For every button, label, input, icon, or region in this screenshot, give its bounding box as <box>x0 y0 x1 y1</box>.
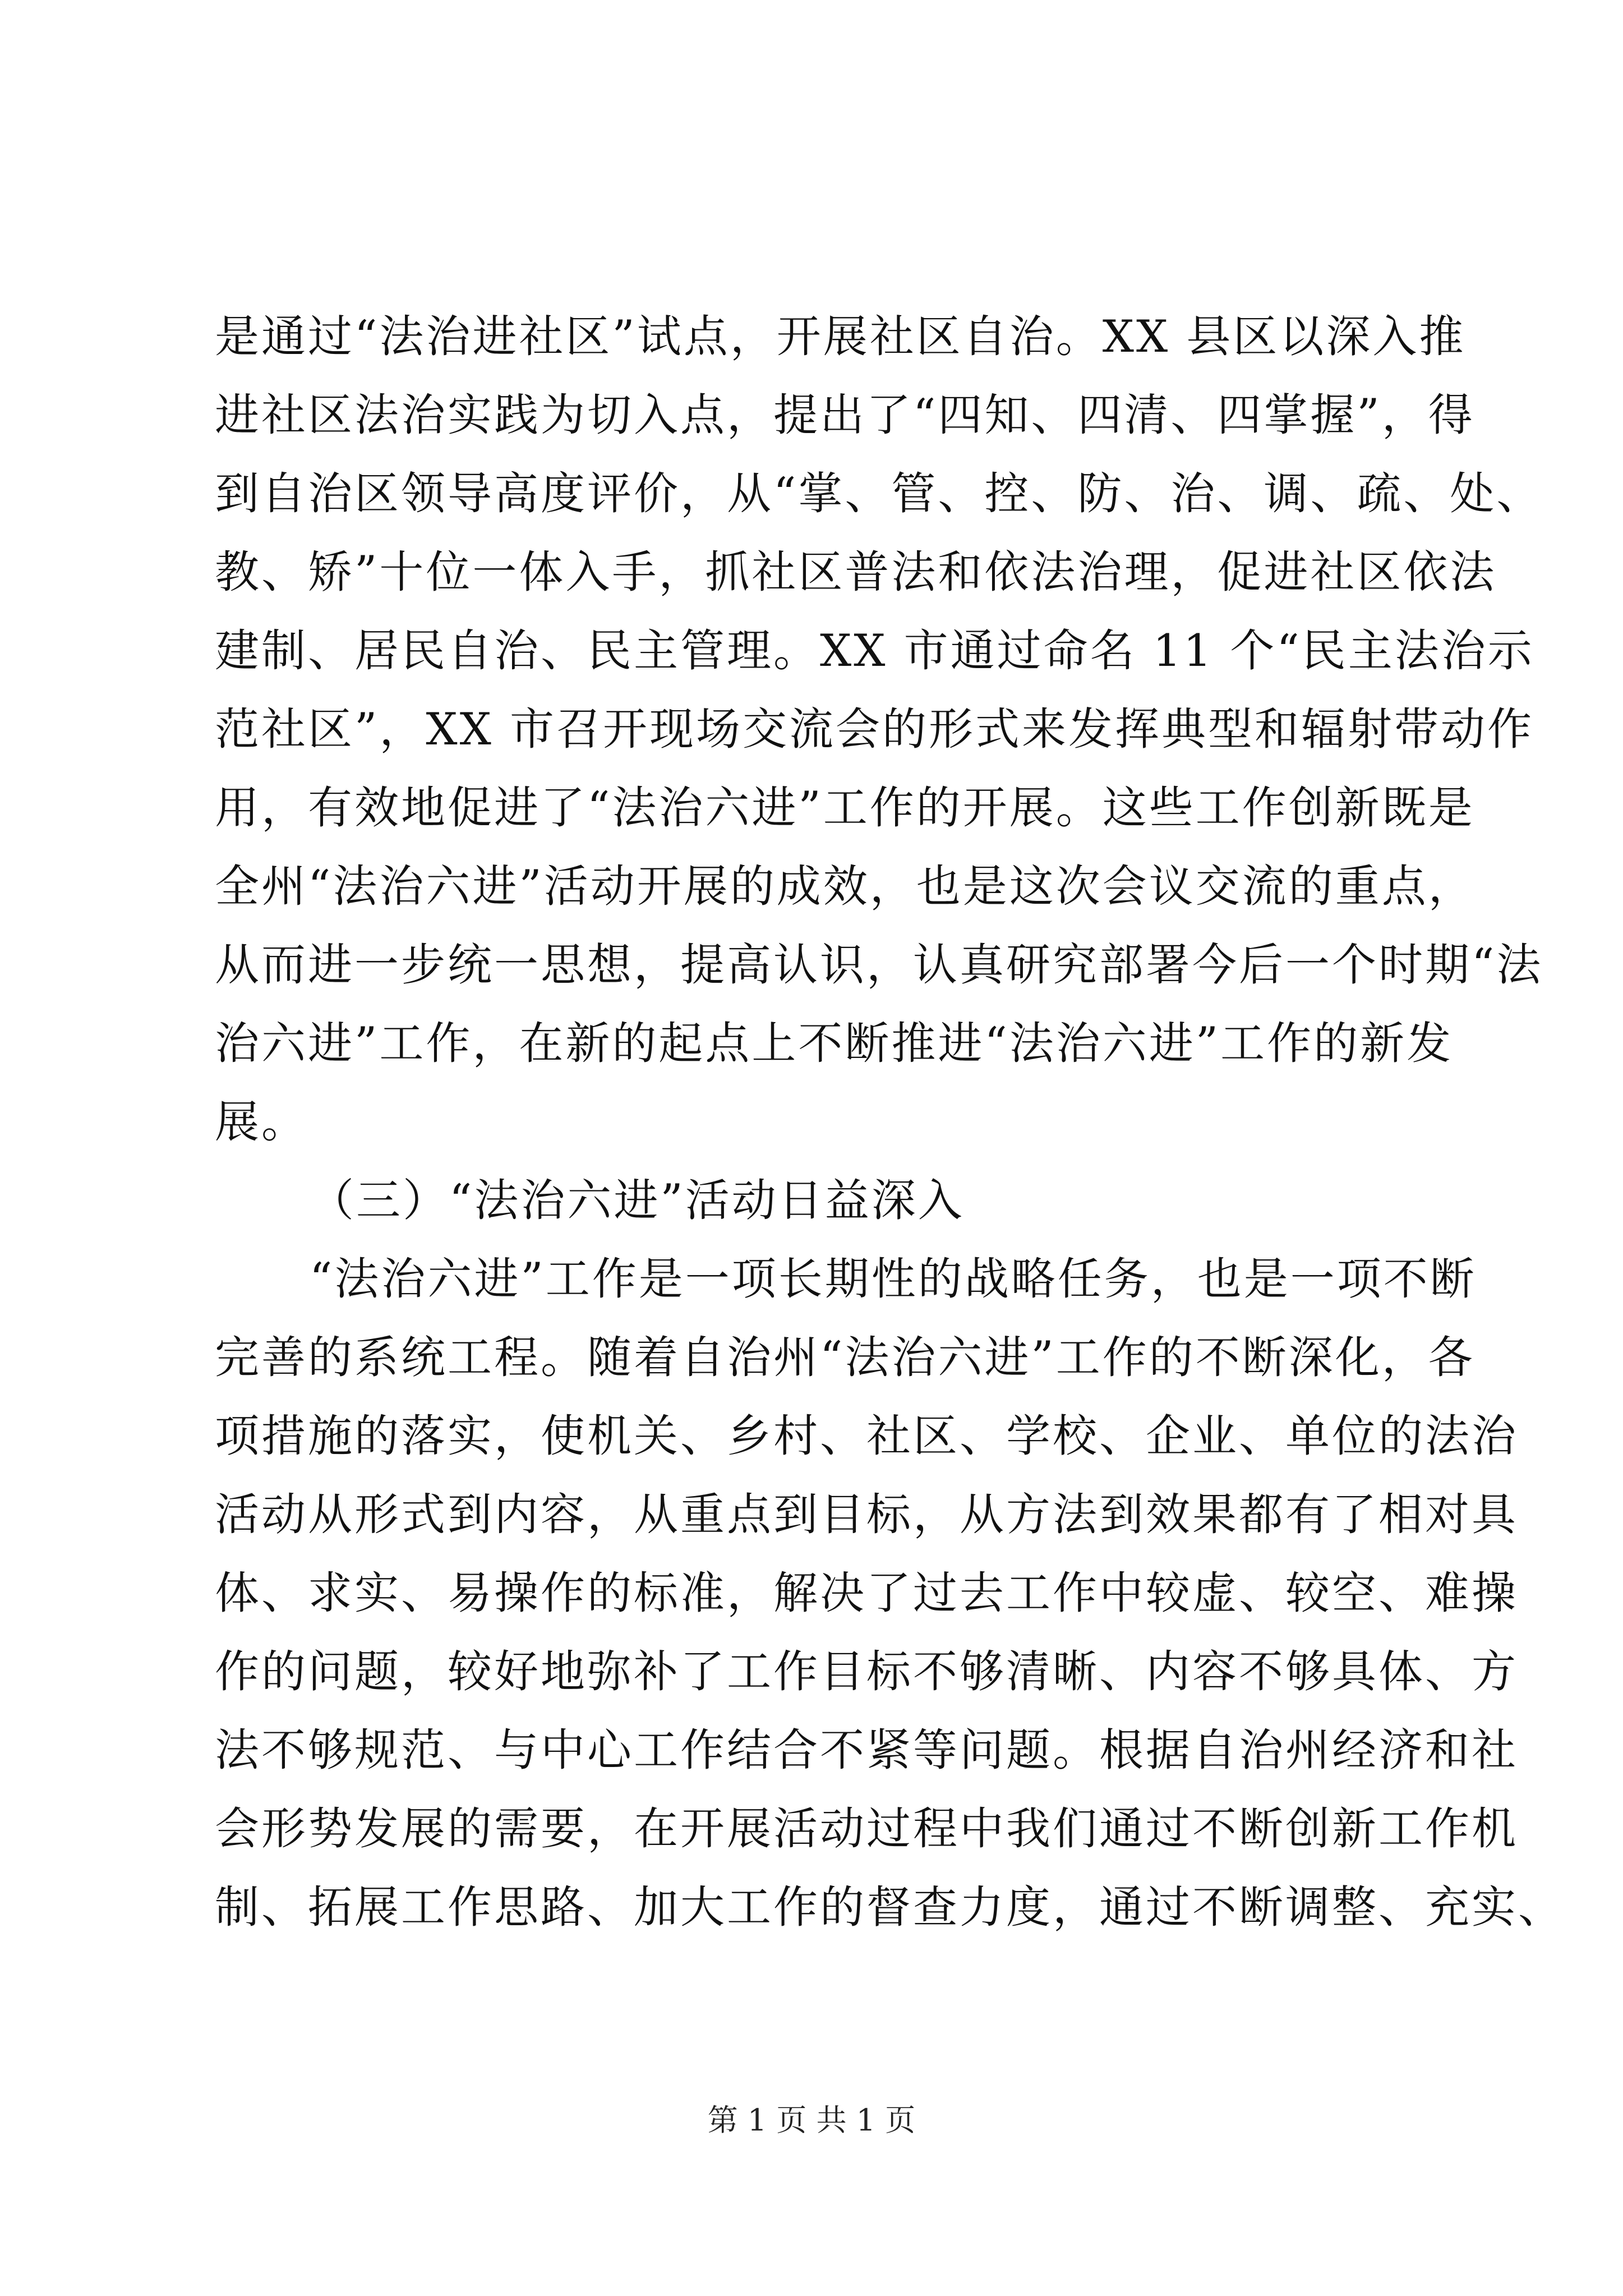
text-line: 作的问题，较好地弥补了工作目标不够清晰、内容不够具体、方 <box>215 1646 1518 1697</box>
text-line: 体、求实、易操作的标准，解决了过去工作中较虚、较空、难操 <box>215 1567 1518 1619</box>
text-line: 治六进”工作，在新的起点上不断推进“法治六进”工作的新发 <box>215 1018 1454 1069</box>
text-line: 是通过“法治进社区”试点，开展社区自治。XX 县区以深入推 <box>215 311 1466 362</box>
text-line: 项措施的落实，使机关、乡村、社区、学校、企业、单位的法治 <box>215 1410 1518 1462</box>
text-line: 完善的系统工程。随着自治州“法治六进”工作的不断深化，各 <box>215 1332 1475 1383</box>
text-line: 用，有效地促进了“法治六进”工作的开展。这些工作创新既是 <box>215 782 1475 834</box>
text-line: 建制、居民自治、民主管理。XX 市通过命名 11 个“民主法治示 <box>215 625 1534 677</box>
text-line: 进社区法治实践为切入点，提出了“四知、四清、四掌握”，得 <box>215 389 1475 441</box>
text-line: 活动从形式到内容，从重点到目标，从方法到效果都有了相对具 <box>215 1489 1518 1540</box>
text-line: 全州“法治六进”活动开展的成效，也是这次会议交流的重点， <box>215 861 1475 912</box>
text-line: 到自治区领导高度评价，从“掌、管、控、防、治、调、疏、处、 <box>215 468 1543 519</box>
text-line: 教、矫”十位一体入手，抓社区普法和依法治理，促进社区依法 <box>215 546 1497 598</box>
text-line: “法治六进”工作是一项长期性的战略任务，也是一项不断 <box>310 1253 1477 1305</box>
text-line: 法不够规范、与中心工作结合不紧等问题。根据自治州经济和社 <box>215 1724 1518 1776</box>
text-line: 从而进一步统一思想，提高认识，认真研究部署今后一个时期“法 <box>215 939 1543 991</box>
text-line: 会形势发展的需要，在开展活动过程中我们通过不断创新工作机 <box>215 1803 1518 1855</box>
text-line: 范社区”，XX 市召开现场交流会的形式来发挥典型和辐射带动作 <box>215 703 1534 755</box>
text-line: 展。 <box>215 1096 308 1148</box>
page-number-footer: 第 1 页 共 1 页 <box>707 2102 916 2138</box>
text-line: 制、拓展工作思路、加大工作的督查力度，通过不断调整、充实、 <box>215 1881 1565 1933</box>
section-heading: （三）“法治六进”活动日益深入 <box>310 1175 965 1226</box>
